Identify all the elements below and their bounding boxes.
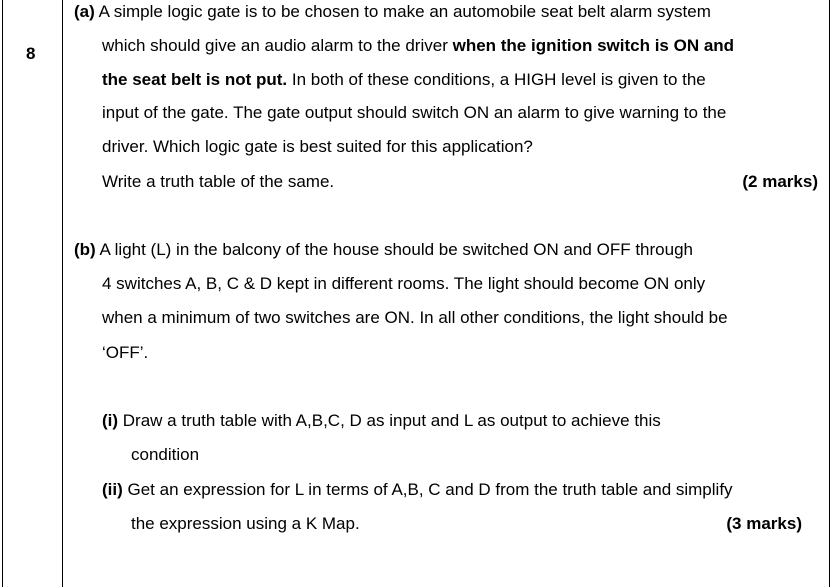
part-a-label: (a) <box>74 2 95 21</box>
part-a-line-2 <box>102 36 734 56</box>
sub-i-label: (i) <box>102 411 119 430</box>
part-b-sub-i-line-2: condition <box>131 445 200 464</box>
sub-ii-text-1: Get an expression for L in terms of A,B, C and D from the truth table and simplify <box>122 480 733 499</box>
part-a-text-2: which should give an audio alarm to the driver <box>102 36 453 55</box>
part-b-sub-i-line-1 <box>102 411 661 431</box>
part-b-line-4: ‘OFF’. <box>102 343 149 362</box>
part-a-line-4: input of the gate. The gate output should switch ON an alarm to give warning to the <box>102 103 727 122</box>
part-a-line-5: driver. Which logic gate is best suited for this application? <box>102 137 533 156</box>
left-border <box>2 0 3 587</box>
part-b-line-3: when a minimum of two switches are ON. In all other conditions, the light should be <box>102 308 728 327</box>
part-a-bold-2: when the ignition switch is ON and <box>452 36 735 55</box>
part-b-text-1: A light (L) in the balcony of the house should be switched ON and OFF through <box>99 240 693 259</box>
part-a-line-6: Write a truth table of the same. <box>102 172 335 191</box>
part-a-marks: (2 marks) <box>742 172 818 191</box>
part-a-text-1: A simple logic gate is to be chosen to make an automobile seat belt alarm system <box>98 2 711 21</box>
column-divider <box>62 0 63 587</box>
part-b-label: (b) <box>74 240 96 259</box>
part-a-text-3: In both of these conditions, a HIGH level is given to the <box>287 70 706 89</box>
part-b-sub-ii-line-2: the expression using a K Map. <box>131 514 360 533</box>
part-a-bold-3: the seat belt is not put. <box>102 70 288 89</box>
part-a-line-1 <box>74 2 711 22</box>
part-b-line-2: 4 switches A, B, C & D kept in different rooms. The light should become ON only <box>102 274 706 293</box>
right-border <box>829 0 830 587</box>
part-b-line-1 <box>74 240 693 260</box>
part-b-sub-ii-line-1 <box>102 480 733 500</box>
question-number: 8 <box>26 44 36 63</box>
sub-i-text-1: Draw a truth table with A,B,C, D as input and L as output to achieve this <box>118 411 661 430</box>
part-b-marks: (3 marks) <box>726 514 802 533</box>
sub-ii-label: (ii) <box>102 480 123 499</box>
part-a-line-3 <box>102 70 706 90</box>
